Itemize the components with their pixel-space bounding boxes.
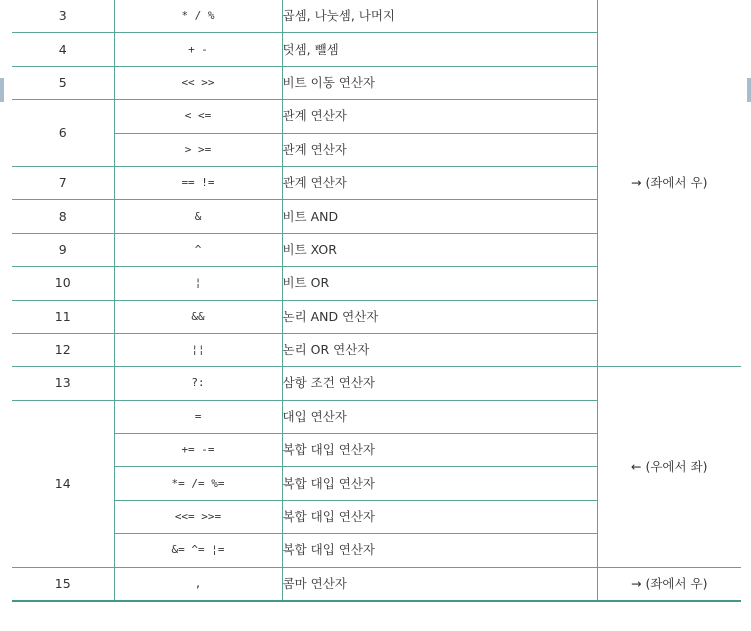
operator-symbol: <<= >>=: [114, 500, 282, 533]
operator-symbol: > >=: [114, 133, 282, 166]
associativity-left-to-right: → (좌에서 우): [597, 0, 741, 367]
operator-symbol: << >>: [114, 66, 282, 99]
operator-symbol: == !=: [114, 166, 282, 199]
operator-symbol: &&: [114, 300, 282, 333]
operator-description: 대입 연산자: [282, 400, 597, 433]
precedence-level: 4: [12, 33, 114, 66]
operator-symbol: &= ^= ¦=: [114, 534, 282, 567]
operator-description: 비트 XOR: [282, 233, 597, 266]
precedence-level: 13: [12, 367, 114, 400]
left-edge-marker: [0, 78, 4, 102]
precedence-level: 12: [12, 333, 114, 366]
operator-description: 비트 이동 연산자: [282, 66, 597, 99]
table-row: [12, 367, 741, 400]
precedence-level: 7: [12, 166, 114, 199]
operator-description: 관계 연산자: [282, 100, 597, 133]
operator-description: 콤마 연산자: [282, 567, 597, 601]
operator-symbol: ,: [114, 567, 282, 601]
operator-symbol: *= /= %=: [114, 467, 282, 500]
associativity-right-to-left: ← (우에서 좌): [597, 367, 741, 567]
operator-symbol: ¦¦: [114, 333, 282, 366]
operator-description: 삼항 조건 연산자: [282, 367, 597, 400]
precedence-level: 15: [12, 567, 114, 601]
operator-symbol: &: [114, 200, 282, 233]
precedence-level: 3: [12, 0, 114, 33]
table-row: [12, 0, 741, 33]
operator-description: 덧셈, 뺄셈: [282, 33, 597, 66]
operator-description: 복합 대입 연산자: [282, 434, 597, 467]
operator-description: 복합 대입 연산자: [282, 534, 597, 567]
operator-symbol: * / %: [114, 0, 282, 33]
operator-description: 논리 OR 연산자: [282, 333, 597, 366]
precedence-level: 8: [12, 200, 114, 233]
operator-description: 비트 AND: [282, 200, 597, 233]
right-edge-marker: [747, 78, 751, 102]
operator-description: 복합 대입 연산자: [282, 467, 597, 500]
precedence-level: 6: [12, 100, 114, 167]
operator-description: 곱셈, 나눗셈, 나머지: [282, 0, 597, 33]
associativity-left-to-right-comma: → (좌에서 우): [597, 567, 741, 601]
operator-symbol: ^: [114, 233, 282, 266]
operator-symbol: =: [114, 400, 282, 433]
operator-description: 복합 대입 연산자: [282, 500, 597, 533]
precedence-level: 10: [12, 267, 114, 300]
operator-description: 비트 OR: [282, 267, 597, 300]
operator-symbol: ?:: [114, 367, 282, 400]
precedence-level: 11: [12, 300, 114, 333]
operator-symbol: < <=: [114, 100, 282, 133]
operator-symbol: ¦: [114, 267, 282, 300]
precedence-level: 9: [12, 233, 114, 266]
operator-description: 논리 AND 연산자: [282, 300, 597, 333]
operator-description: 관계 연산자: [282, 166, 597, 199]
operator-description: 관계 연산자: [282, 133, 597, 166]
operator-precedence-table: [12, 0, 741, 602]
precedence-level: 5: [12, 66, 114, 99]
operator-symbol: + -: [114, 33, 282, 66]
table-row: [12, 567, 741, 601]
operator-symbol: += -=: [114, 434, 282, 467]
precedence-level: 14: [12, 400, 114, 567]
